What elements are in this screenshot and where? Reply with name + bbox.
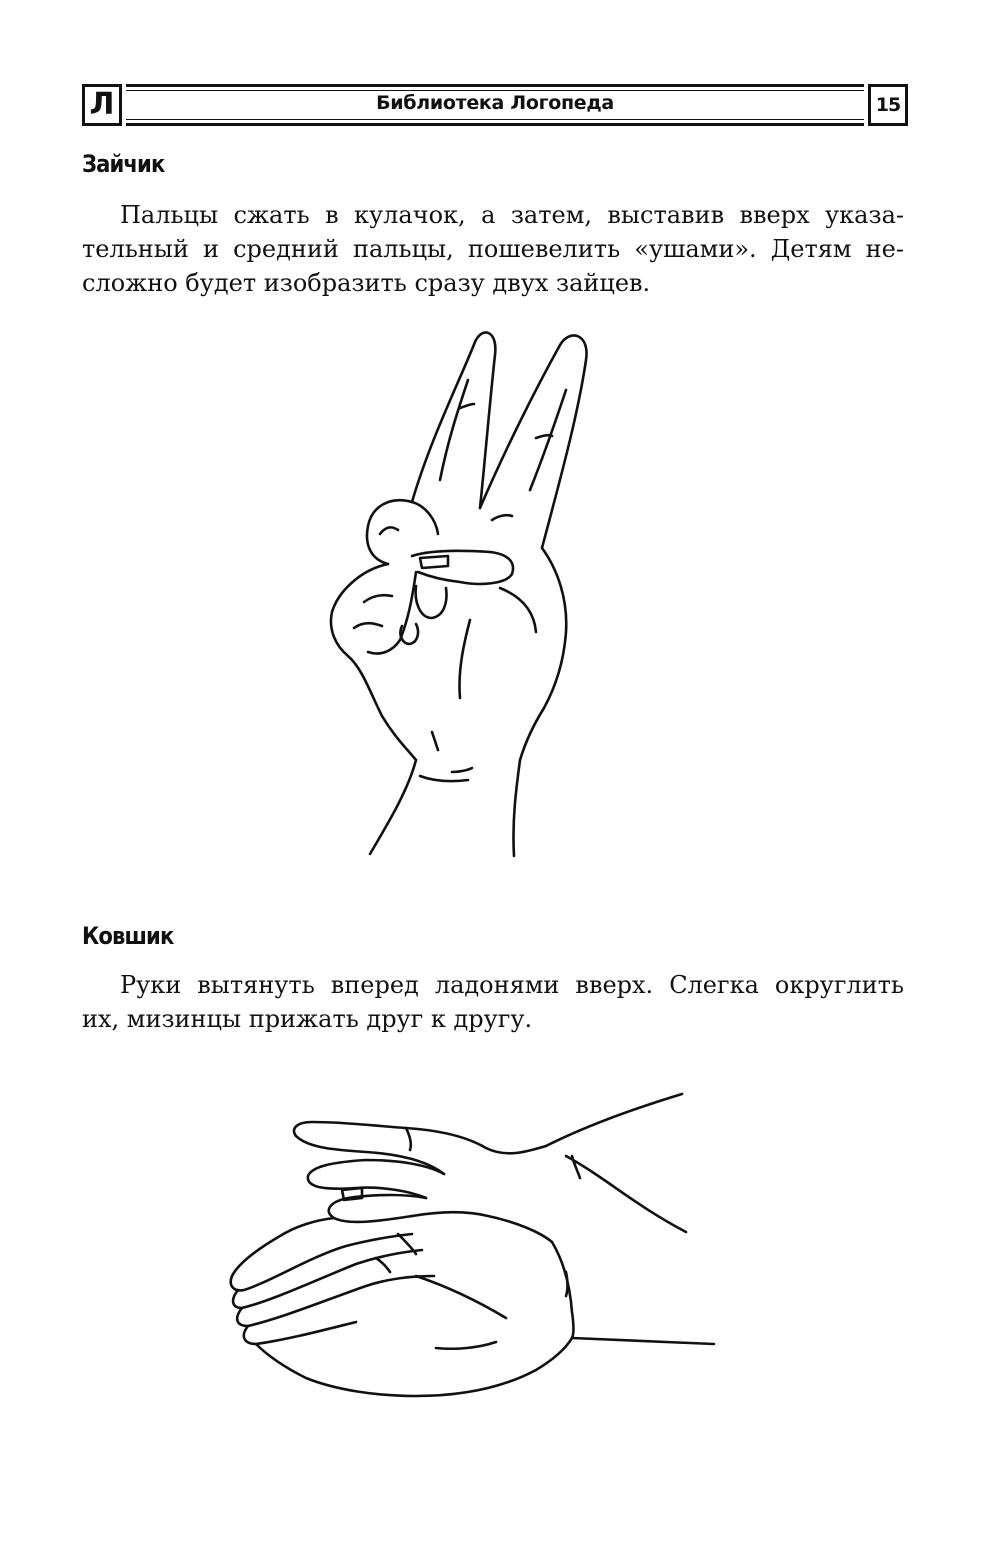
bunny-hand-illustration <box>320 320 600 890</box>
text-line: тельный и средний пальцы, пошевелить «ушами». Детям не- <box>82 235 904 263</box>
running-header <box>82 84 908 130</box>
page-number: 15 <box>868 84 908 126</box>
section-title-zaichik: Зайчик <box>82 150 165 178</box>
text-line: сложно будет изобразить сразу двух зайцев. <box>82 269 651 297</box>
text-line: Руки вытянуть вперед ладонями вверх. Слегка округлить <box>120 971 904 999</box>
text-line: их, мизинцы прижать друг к другу. <box>82 1005 533 1033</box>
section-text-zaichik <box>82 198 904 300</box>
series-letter-badge: Л <box>82 84 122 126</box>
series-title: Библиотека Логопеда <box>376 92 614 114</box>
section-title-kovshik: Ковшик <box>82 922 174 950</box>
cupped-hands-illustration <box>216 1086 726 1406</box>
text-line: Пальцы сжать в кулачок, а затем, выставив вверх указа- <box>120 201 904 229</box>
section-text-kovshik <box>82 968 904 1036</box>
